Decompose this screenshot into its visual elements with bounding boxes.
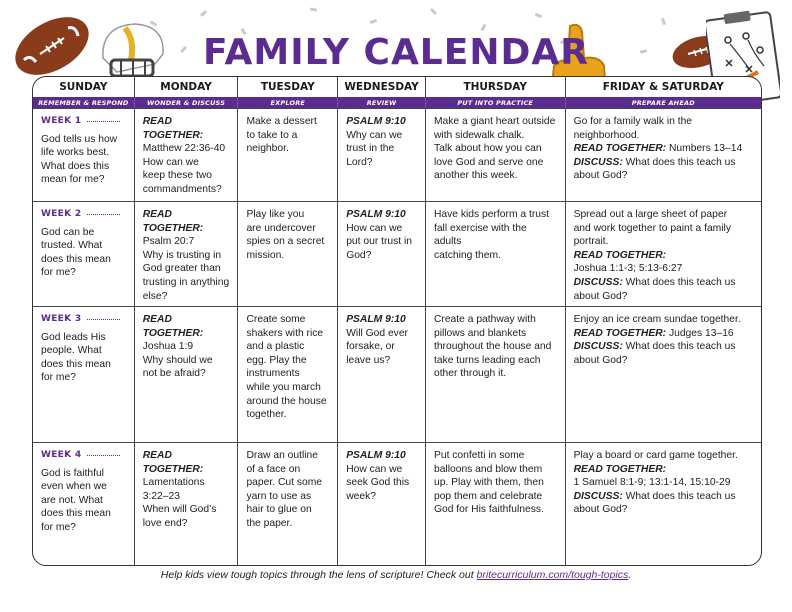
monday-text-line: 3:22–23 <box>142 490 180 502</box>
sunday-text-line: does this mean <box>41 358 111 370</box>
psalm-heading: PSALM 9:10 <box>346 116 406 127</box>
read-together-label: READ TOGETHER: <box>573 327 667 339</box>
thursday-cell <box>426 443 566 566</box>
discuss-question-cont: about God? <box>573 170 628 182</box>
tuesday-text-line: Create some <box>246 314 306 325</box>
thursday-text-line: take turns leading each <box>433 354 541 366</box>
thursday-text-line: love God and serve one <box>433 156 544 168</box>
discuss-question-cont: about God? <box>573 504 628 516</box>
week-label <box>41 208 126 222</box>
friday-intro-line: neighborhood. <box>573 129 640 141</box>
day-theme-monday: WONDER & DISCUSS <box>135 97 239 108</box>
wednesday-cell <box>338 307 426 442</box>
monday-text-line: Psalm 20:7 <box>142 236 195 248</box>
sunday-cell <box>33 109 135 201</box>
dotted-leader <box>87 455 119 456</box>
sunday-cell <box>33 202 135 306</box>
week-label-text: WEEK 3 <box>41 314 82 324</box>
monday-cell <box>135 202 239 306</box>
discuss-question: What does this teach us <box>625 490 736 502</box>
sunday-text-line: for me? <box>41 267 76 279</box>
week-row <box>33 108 761 201</box>
tuesday-text-line: while you march <box>246 381 321 393</box>
friday-intro-line: Enjoy an ice cream sundae together. <box>573 314 741 325</box>
discuss-line <box>574 490 753 504</box>
read-together-line <box>574 249 753 276</box>
thursday-text-line: Put confetti in some <box>433 450 525 461</box>
week-label-text: WEEK 4 <box>41 450 82 460</box>
read-together-heading: READ TOGETHER: <box>142 209 204 234</box>
week-row <box>33 201 761 306</box>
friday-intro-line: Spread out a large sheet of paper <box>573 209 727 220</box>
monday-cell <box>135 109 239 201</box>
tuesday-text-line: together. <box>246 409 287 421</box>
thursday-text-line: another this week. <box>433 170 518 182</box>
wednesday-cell <box>338 109 426 201</box>
day-theme-thursday: PUT INTO PRACTICE <box>426 97 566 108</box>
thursday-cell <box>426 307 566 442</box>
sunday-text-line: What does this <box>41 160 110 172</box>
day-header-monday: MONDAY <box>135 77 239 97</box>
thursday-text-line: Talk about how you can <box>433 143 542 155</box>
monday-cell <box>135 307 239 442</box>
read-together-line <box>574 463 753 490</box>
tuesday-text-line: are undercover <box>246 222 316 234</box>
tuesday-cell <box>238 443 338 566</box>
monday-text-line: God greater than <box>142 263 221 275</box>
monday-text-line: love end? <box>142 517 188 529</box>
confetti-piece <box>535 13 543 18</box>
wednesday-text-line: Will God ever <box>346 327 408 339</box>
monday-text-line: Why is trusting in <box>142 249 222 261</box>
sunday-text-line: trusted. What <box>41 240 103 252</box>
tuesday-text-line: hair to glue on <box>246 504 312 516</box>
confetti-piece <box>430 8 437 15</box>
day-header-wednesday: WEDNESDAY <box>338 77 426 97</box>
week-label <box>41 449 126 463</box>
discuss-label: DISCUSS: <box>573 156 623 168</box>
discuss-question-cont: about God? <box>573 290 628 302</box>
sunday-text-line: God is faithful <box>41 467 104 479</box>
tuesday-text-line: of a face on <box>246 463 301 475</box>
tuesday-text-line: the paper. <box>246 517 293 529</box>
thursday-text-line: throughout the house and <box>433 341 552 353</box>
sunday-text-line: God leads His <box>41 331 106 343</box>
thursday-text-line: with sidewalk chalk. <box>433 129 525 141</box>
monday-text-line: How can we <box>142 156 199 168</box>
thursday-text-line: balloons and blow them <box>433 463 543 475</box>
sunday-cell <box>33 443 135 566</box>
confetti-piece <box>661 18 666 26</box>
friday-intro-line: Go for a family walk in the <box>573 116 693 127</box>
wednesday-text-line: forsake, or <box>346 341 395 353</box>
sunday-cell <box>33 307 135 442</box>
read-together-line <box>574 142 753 156</box>
wednesday-text-line: seek God this <box>346 477 410 489</box>
monday-text-line: Joshua 1:9 <box>142 341 194 353</box>
sunday-text-line: does this mean <box>41 253 111 265</box>
week-label-text: WEEK 2 <box>41 209 82 219</box>
confetti-piece <box>310 7 317 11</box>
tuesday-text-line: instruments <box>246 368 300 380</box>
tuesday-text-line: Make a dessert <box>246 116 317 127</box>
thursday-text-line: God for His faithfulness. <box>433 504 544 516</box>
discuss-label: DISCUSS: <box>573 276 623 288</box>
read-together-label: READ TOGETHER: <box>573 143 667 155</box>
read-together-heading: READ TOGETHER: <box>142 314 204 339</box>
scripture-reference: 1 Samuel 8:1-9; 13:1-14, 15:10-29 <box>573 477 731 489</box>
tuesday-text-line: yarn to use as <box>246 490 312 502</box>
confetti-piece <box>200 10 207 17</box>
week-row <box>33 306 761 442</box>
calendar-table <box>32 76 762 566</box>
thursday-cell <box>426 109 566 201</box>
thursday-cell <box>426 202 566 306</box>
tuesday-cell <box>238 109 338 201</box>
tuesday-text-line: to take to a <box>246 129 298 141</box>
friday-saturday-cell <box>566 443 761 566</box>
discuss-line <box>574 276 753 290</box>
day-header-thursday: THURSDAY <box>426 77 566 97</box>
wednesday-text-line: week? <box>346 490 376 502</box>
thursday-text-line: Create a pathway with <box>433 314 536 325</box>
tuesday-text-line: paper. Cut some <box>246 477 323 489</box>
confetti-piece <box>370 19 378 24</box>
tuesday-text-line: around the house <box>246 395 327 407</box>
sunday-text-line: people. What <box>41 345 102 357</box>
discuss-label: DISCUSS: <box>573 490 623 502</box>
discuss-question: What does this teach us <box>625 341 736 353</box>
footer-end: . <box>628 569 632 581</box>
tuesday-text-line: Draw an outline <box>246 450 318 461</box>
page-title: FAMILY CALENDAR <box>203 32 589 73</box>
discuss-question-cont: about God? <box>573 354 628 366</box>
monday-text-line: keep these two <box>142 170 212 182</box>
tuesday-cell <box>238 307 338 442</box>
wednesday-text-line: How can we <box>346 463 403 475</box>
read-together-label: READ TOGETHER: <box>573 249 667 261</box>
friday-intro-line: Play a board or card game together. <box>573 450 738 461</box>
thursday-text-line: up. Play with them, then <box>433 477 544 489</box>
wednesday-cell <box>338 443 426 566</box>
sunday-text-line: even when we <box>41 481 107 493</box>
sunday-text-line: for me? <box>41 372 76 384</box>
dotted-leader <box>87 214 119 215</box>
thursday-text-line: fall exercise with the adults <box>433 222 527 248</box>
sunday-text-line: for me? <box>41 521 76 533</box>
discuss-question: What does this teach us <box>625 276 736 288</box>
read-together-heading: READ TOGETHER: <box>142 116 204 141</box>
monday-text-line: Why should we <box>142 354 213 366</box>
day-header-sunday: SUNDAY <box>33 77 135 97</box>
sunday-text-line: life works best. <box>41 147 110 159</box>
wednesday-cell <box>338 202 426 306</box>
day-header-friday-saturday: FRIDAY & SATURDAY <box>602 81 724 93</box>
confetti-piece <box>480 24 486 32</box>
monday-text-line: commandments? <box>142 183 222 195</box>
scripture-reference: Joshua 1:1-3; 5:13-6:27 <box>573 263 683 275</box>
read-together-heading: READ TOGETHER: <box>142 450 204 475</box>
tuesday-text-line: mission. <box>246 249 285 261</box>
tuesday-text-line: shakers with rice <box>246 327 324 339</box>
sunday-text-line: God tells us how <box>41 133 118 145</box>
sunday-text-line: does this mean <box>41 508 111 520</box>
wednesday-text-line: Why can we <box>346 129 403 141</box>
thursday-text-line: pillows and blankets <box>433 327 527 339</box>
tuesday-cell <box>238 202 338 306</box>
dotted-leader <box>87 319 119 320</box>
wednesday-text-line: God? <box>346 249 372 261</box>
discuss-label: DISCUSS: <box>573 341 623 353</box>
monday-text-line: trusting in anything <box>142 276 230 288</box>
monday-text-line: Lamentations <box>142 477 205 489</box>
sunday-text-line: are not. What <box>41 494 103 506</box>
psalm-heading: PSALM 9:10 <box>346 450 406 461</box>
thursday-text-line: pop them and celebrate <box>433 490 543 502</box>
day-theme-friday-saturday: PREPARE AHEAD <box>631 98 695 107</box>
wednesday-text-line: trust in the <box>346 143 395 155</box>
friday-saturday-cell <box>566 307 761 442</box>
tuesday-text-line: spies on a secret <box>246 236 325 248</box>
monday-text-line: When will God’s <box>142 504 217 516</box>
tuesday-text-line: and a plastic <box>246 341 305 353</box>
monday-text-line: else? <box>142 290 168 302</box>
psalm-heading: PSALM 9:10 <box>346 209 406 220</box>
scripture-reference: Judges 13–16 <box>668 327 734 339</box>
monday-text-line: Matthew 22:36-40 <box>142 143 226 155</box>
tuesday-text-line: egg. Play the <box>246 354 307 366</box>
day-theme-tuesday: EXPLORE <box>238 97 338 108</box>
discuss-line <box>574 340 753 354</box>
day-subheader-row <box>33 97 761 108</box>
read-together-line <box>574 327 753 341</box>
day-theme-wednesday: REVIEW <box>338 97 426 108</box>
day-theme-sunday: REMEMBER & RESPOND <box>33 97 135 108</box>
friday-saturday-cell <box>566 202 761 306</box>
thursday-text-line: Make a giant heart outside <box>433 116 556 127</box>
week-row <box>33 442 761 566</box>
discuss-line <box>574 156 753 170</box>
day-header-row <box>33 77 761 97</box>
psalm-heading: PSALM 9:10 <box>346 314 406 325</box>
sunday-text-line: mean for me? <box>41 174 105 186</box>
week-label-text: WEEK 1 <box>41 116 82 126</box>
tuesday-text-line: Play like you <box>246 209 305 220</box>
footer-link[interactable]: britecurriculum.com/tough-topics <box>476 569 629 581</box>
monday-text-line: not be afraid? <box>142 368 206 380</box>
friday-saturday-cell <box>566 109 761 201</box>
sunday-text-line: God can be <box>41 226 95 238</box>
thursday-text-line: other through it. <box>433 368 507 380</box>
read-together-label: READ TOGETHER: <box>573 463 667 475</box>
scripture-reference: Numbers 13–14 <box>668 143 743 155</box>
friday-intro-line: and work together to paint a family <box>573 222 731 234</box>
week-label <box>41 313 126 327</box>
dotted-leader <box>87 121 119 122</box>
discuss-question: What does this teach us <box>625 156 736 168</box>
wednesday-text-line: Lord? <box>346 156 373 168</box>
wednesday-text-line: How can we <box>346 222 403 234</box>
wednesday-text-line: put our trust in <box>346 236 413 248</box>
wednesday-text-line: leave us? <box>346 354 391 366</box>
footer-text: Help kids view tough topics through the lens of scripture! Check out <box>160 569 477 581</box>
day-header-tuesday: TUESDAY <box>238 77 338 97</box>
thursday-text-line: catching them. <box>433 249 501 261</box>
week-label <box>41 115 126 129</box>
footer-note <box>0 569 792 581</box>
tuesday-text-line: neighbor. <box>246 143 289 155</box>
monday-cell <box>135 443 239 566</box>
thursday-text-line: Have kids perform a trust <box>433 209 549 220</box>
friday-intro-line: portrait. <box>573 236 609 248</box>
